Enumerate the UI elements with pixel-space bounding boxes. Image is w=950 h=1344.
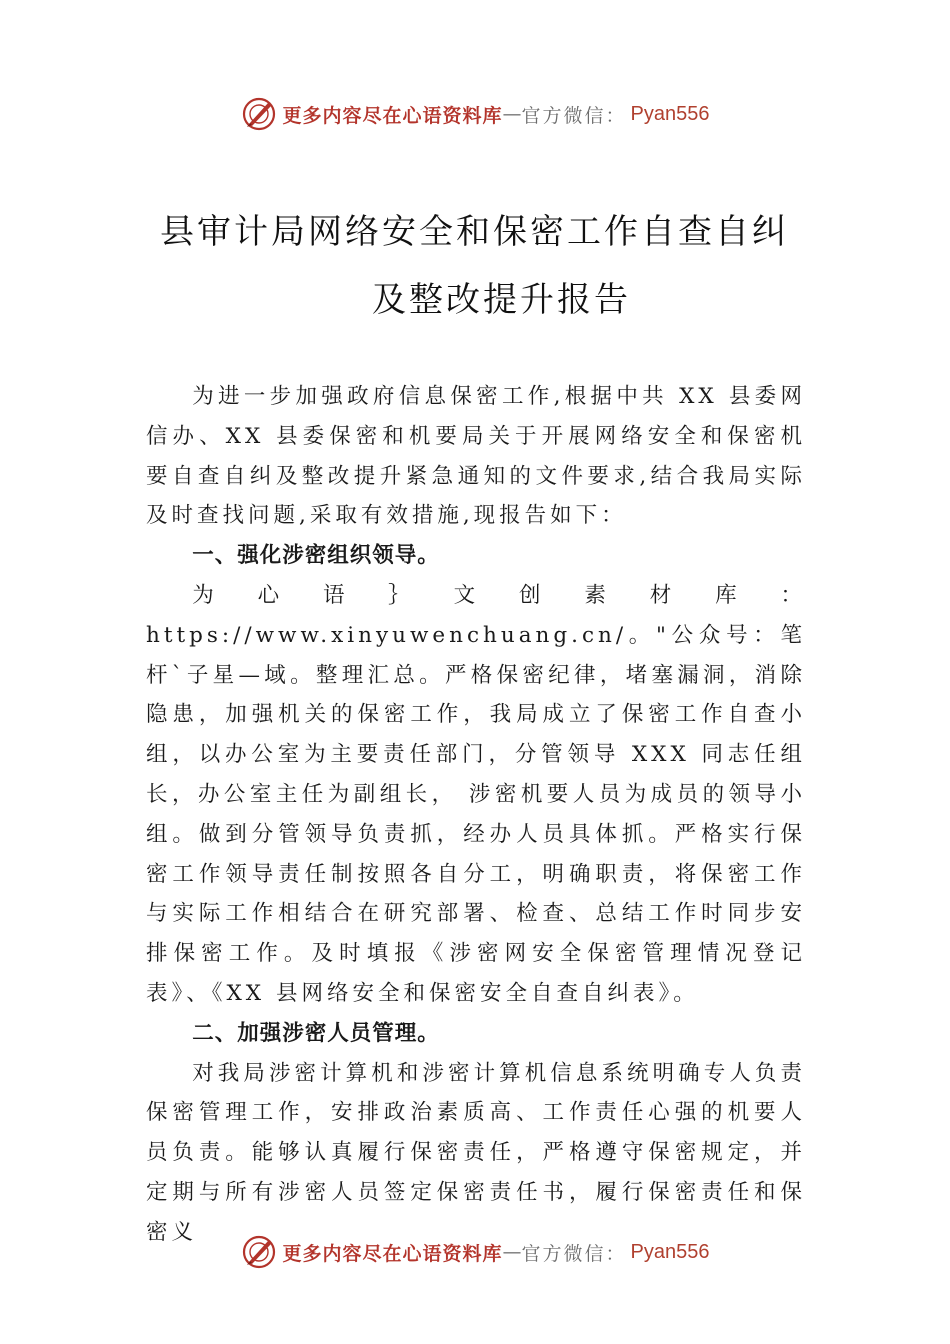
banner-wechat-id: Pyan556 [630, 1240, 710, 1263]
banner-dash: — [502, 1241, 522, 1263]
banner-wechat-label: 官方微信： [521, 1242, 627, 1265]
banner-wechat-label: 官方微信： [521, 104, 627, 127]
footer-banner [0, 1232, 950, 1272]
section-2-heading: 二、加强涉密人员管理。 [192, 1020, 440, 1046]
section-1-paragraph: 为 心 语 ｝ 文 创 素 材 库 ： https://www.xinyuwenchuang.cn/。"公众号：笔杆`子星—域。整理汇总。严格保密纪律，堵塞漏洞，消除隐患，加强机关的保密工作，我局成立了保密工作自查小组，以办公室为主要责任部门，分管领导 XXX 同志任组长，办公室主任为副组长， 涉密机要人员为成员的领导小组。做到分管领导负责抓，经办人员具体抓。严格实行保密工作领导责任制按照各自分工，明确职责，将保密工作与实际工作相结合在研究部署、检查、总结工作时同步安排保密工作。及时填报《涉密网安全保密管理情况登记表》、《XX 县网络安全和保密安全自查自纠表》。 [146, 582, 806, 1006]
document-title-line-1: 县审计局网络安全和保密工作自查自纠 [160, 212, 789, 252]
section-1-heading: 一、强化涉密组织领导。 [192, 543, 440, 569]
document-body [146, 377, 806, 1253]
logo-icon [241, 96, 277, 132]
banner-dash: — [502, 103, 522, 125]
banner-site-name: 更多内容尽在心语资料库 [282, 1242, 503, 1265]
header-banner [0, 94, 950, 134]
logo-icon [241, 1234, 277, 1270]
document-title-line-2: 及整改提升报告 [372, 280, 631, 320]
banner-wechat-id: Pyan556 [630, 102, 710, 125]
intro-paragraph: 为进一步加强政府信息保密工作,根据中共 XX 县委网信办、XX 县委保密和机要局关于开展网络安全和保密机要自查自纠及整改提升紧急通知的文件要求,结合我局实际及时查找问题,采取有效措施,现报告如下： [146, 384, 806, 529]
banner-site-name: 更多内容尽在心语资料库 [282, 104, 503, 127]
section-2-paragraph: 对我局涉密计算机和涉密计算机信息系统明确专人负责保密管理工作，安排政治素质高、工作责任心强的机要人员负责。能够认真履行保密责任，严格遵守保密规定，并定期与所有涉密人员签定保密责任书，履行保密责任和保密义 [146, 1060, 806, 1245]
